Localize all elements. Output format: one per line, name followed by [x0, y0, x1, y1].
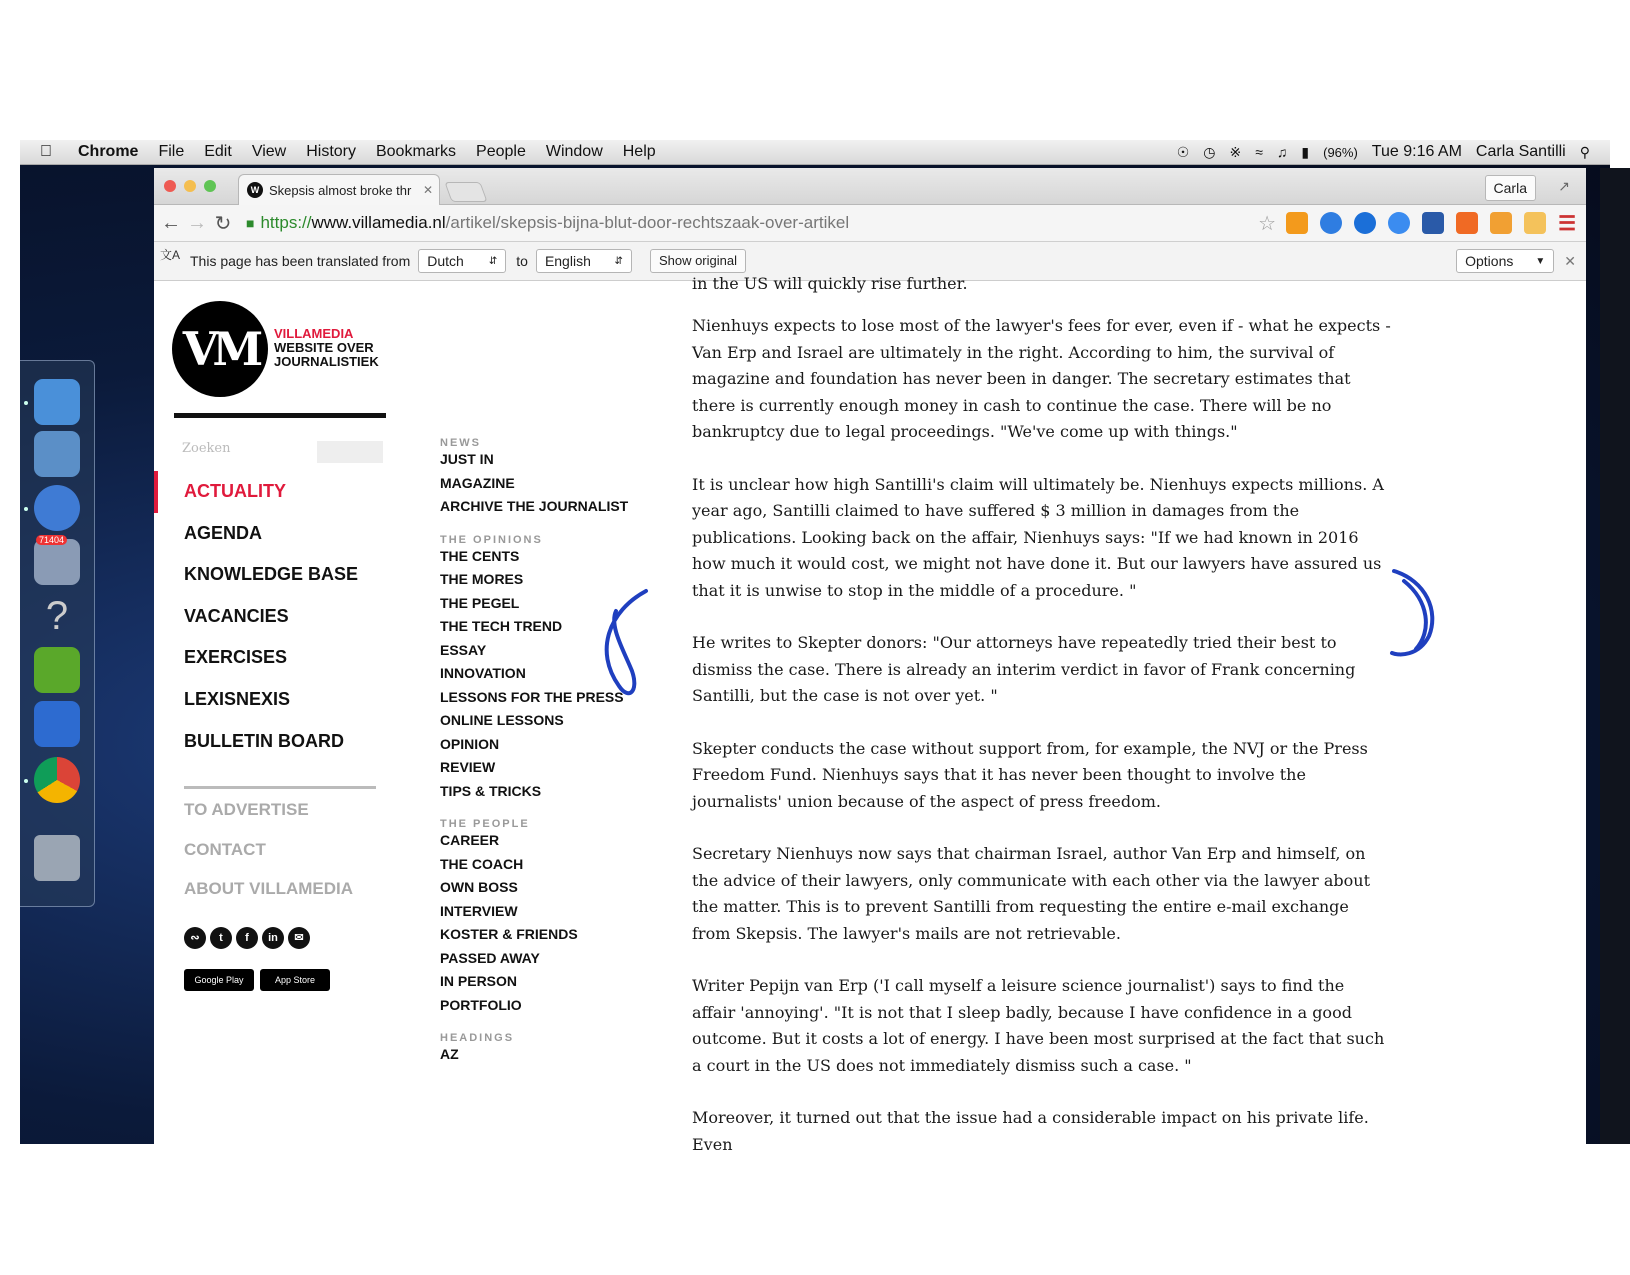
section-link[interactable]: THE TECH TREND — [440, 618, 563, 634]
lock-icon[interactable]: ■ — [246, 215, 255, 231]
nav-actuality[interactable]: ACTUALITY — [184, 481, 286, 501]
screen — [20, 140, 1610, 1154]
tab-title: Skepsis almost broke thr — [269, 182, 412, 198]
section-link[interactable]: ONLINE LESSONS — [440, 712, 564, 728]
translate-message: This page has been translated from — [190, 253, 411, 269]
mail-icon[interactable] — [34, 535, 80, 585]
browser-toolbar — [154, 205, 1586, 242]
dock-running-dot — [24, 401, 28, 405]
nav-bulletin-board[interactable]: BULLETIN BOARD — [184, 730, 344, 751]
article-cutoff-line: in the US will quickly rise further. — [692, 274, 968, 293]
back-icon[interactable]: ← — [161, 211, 181, 234]
battery-icon[interactable]: ▮ — [1301, 143, 1310, 160]
section-link[interactable]: IN PERSON — [440, 973, 518, 989]
extension-icon[interactable] — [1456, 212, 1478, 234]
menu-bookmarks[interactable]: Bookmarks — [375, 143, 457, 160]
article-paragraph: Moreover, it turned out that the issue had a considerable impact on his private life. Even — [692, 1108, 1369, 1154]
forward-icon[interactable]: → — [187, 211, 207, 234]
section-link[interactable]: ESSAY — [440, 641, 487, 658]
finder-icon[interactable] — [34, 379, 80, 425]
section-link[interactable]: AZ — [440, 1046, 459, 1062]
new-tab-button[interactable] — [444, 182, 487, 202]
source-language-value: Dutch — [427, 253, 464, 269]
mac-menu-bar — [20, 140, 1610, 165]
section-link[interactable]: PORTFOLIO — [440, 996, 522, 1013]
section-heading: THE PEOPLE — [440, 818, 530, 830]
twitter-icon[interactable]: t — [210, 927, 232, 949]
url-scheme: https:// — [260, 213, 312, 232]
article-paragraph: He writes to Skepter donors: "Our attorneys have repeatedly tried their best to dismiss the case. There is already an interim verdict in favor of Frank concerning Santilli, but the case is not over yet. " — [692, 633, 1356, 705]
menu-extras — [1177, 143, 1590, 161]
section-heading: THE OPINIONS — [440, 533, 543, 546]
menu-view[interactable]: View — [251, 143, 287, 160]
chrome-window — [154, 168, 1586, 1154]
app-store-badge[interactable]: App Store — [260, 969, 330, 991]
mail-badge: 71404 — [36, 535, 67, 545]
section-link[interactable]: PASSED AWAY — [440, 949, 540, 966]
select-arrows-icon: ⇵ — [614, 255, 623, 267]
options-label: Options — [1465, 253, 1514, 269]
menu-window[interactable]: Window — [545, 143, 603, 160]
spotlight-icon[interactable]: ⚲ — [1579, 143, 1590, 160]
nav-agenda[interactable]: AGENDA — [184, 522, 263, 543]
section-link[interactable]: THE COACH — [440, 855, 524, 872]
select-arrows-icon: ⇵ — [488, 255, 498, 267]
section-link[interactable]: LESSONS FOR THE PRESS — [440, 688, 624, 705]
villamedia-logo[interactable]: VM — [172, 301, 268, 397]
section-link[interactable]: INNOVATION — [440, 665, 526, 681]
menu-people[interactable]: People — [476, 143, 526, 160]
close-translate-bar-icon[interactable]: ✕ — [1564, 252, 1576, 269]
section-link[interactable]: KOSTER & FRIENDS — [440, 926, 578, 942]
handwritten-marks — [154, 281, 1586, 1144]
section-heading: NEWS — [440, 437, 481, 449]
volume-icon[interactable]: ♫ — [1276, 144, 1288, 160]
battery-percent: (96%) — [1323, 144, 1358, 160]
extension-icon[interactable] — [1524, 212, 1546, 234]
extension-icon[interactable] — [1388, 212, 1410, 234]
section-heading: HEADINGS — [440, 1032, 515, 1044]
web-page — [154, 274, 1586, 1154]
to-label: to — [516, 253, 528, 269]
address-bar[interactable] — [246, 210, 1146, 236]
section-link[interactable]: TIPS & TRICKS — [440, 782, 542, 799]
menu-clock[interactable]: Tue 9:16 AM — [1371, 143, 1462, 160]
article-paragraph: Nienhuys expects to lose most of the lawyer's fees for ever, even if - what he expects - Van Erp and Israel are ultimately in the right. According to him, the survival of magazine and foundation has never been in danger. The secretary estimates that there is currently enough money in cash to continue the case. There will be no bankruptcy due to legal proceedings. "We've come up with things." — [692, 316, 1391, 441]
extension-icon[interactable] — [1490, 212, 1512, 234]
menu-edit[interactable]: Edit — [204, 143, 232, 160]
extension-icon[interactable] — [1286, 212, 1308, 234]
google-play-badge[interactable]: Google Play — [184, 969, 254, 991]
tab-strip — [154, 168, 1586, 205]
nav-contact[interactable]: CONTACT — [184, 839, 266, 859]
section-link[interactable]: OWN BOSS — [440, 879, 518, 895]
section-link[interactable]: JUST IN — [440, 451, 494, 467]
tab-active[interactable] — [238, 174, 440, 205]
translate-options-button[interactable] — [1456, 249, 1554, 273]
url-host: www.villamedia.nl — [311, 213, 446, 232]
bookmark-star-icon[interactable]: ☆ — [1258, 212, 1277, 235]
chrome-icon[interactable] — [34, 757, 80, 803]
excel-icon[interactable] — [34, 647, 80, 693]
article-paragraph: Secretary Nienhuys now says that chairman Israel, author Van Erp and himself, on the advice of their lawyers, only communicate with each other via the lawyer about the matter. This is to prevent Santilli from requesting the entire e-mail exchange from Skepsis. The lawyer's mails are not retrievable. — [692, 844, 1371, 943]
wifi-icon[interactable]: ≈ — [1255, 144, 1263, 160]
dock-running-dot — [24, 507, 28, 511]
nav-exercises[interactable]: EXERCISES — [184, 647, 288, 668]
extension-icon[interactable] — [1320, 212, 1342, 234]
reload-icon[interactable]: ↻ — [214, 212, 232, 235]
section-link[interactable]: OPINION — [440, 735, 500, 752]
ink-mark-left — [607, 591, 646, 693]
extension-icon[interactable] — [1422, 212, 1444, 234]
article-paragraph: Skepter conducts the case without support from, for example, the NVJ or the Press Freedom Fund. Nienhuys says that it has never been thought to involve the journalists' union because of the aspect of press freedom. — [692, 738, 1368, 811]
brand-name: VILLAMEDIA — [274, 326, 354, 341]
translate-icon: 文A — [160, 248, 181, 262]
apple-icon[interactable] — [40, 143, 60, 161]
target-language-value: English — [544, 253, 591, 269]
zoom-window-button[interactable] — [204, 180, 216, 192]
menu-history[interactable]: History — [306, 143, 356, 160]
extension-icon[interactable] — [1354, 212, 1376, 234]
show-original-button[interactable]: Show original — [650, 249, 746, 273]
word-icon[interactable] — [34, 701, 80, 747]
ink-mark-right — [1392, 571, 1432, 654]
email-icon[interactable]: ✉ — [288, 927, 310, 949]
article-paragraph: It is unclear how high Santilli's claim will ultimately be. Nienhuys expects millions. A year ago, Santilli claimed to have suffered $ 3 million in damages from the publications. Looking back on the affair, Nienhuys says: "If we had known in 2016 how much it would cost, we might not have done it. But our lawyers have assured us that it is unwise to stop in the middle of a procedure. " — [692, 474, 1384, 600]
safari-icon[interactable] — [34, 485, 80, 531]
target-language-select[interactable] — [536, 249, 632, 273]
section-link[interactable]: INTERVIEW — [440, 902, 518, 919]
section-link[interactable]: ARCHIVE THE JOURNALIST — [440, 498, 629, 514]
facebook-icon[interactable]: f — [236, 927, 258, 949]
system-prefs-icon[interactable] — [34, 431, 80, 477]
article-paragraph: Writer Pepijn van Erp ('I call myself a leisure science journalist') says to find the affair 'annoying'. "It is not that I sleep badly, because I have confidence in a good outcome. But it costs a lot of energy. I have been most surprised at the fact that such a court in the US does not immediately dismiss such a case. " — [692, 976, 1385, 1075]
source-language-select[interactable] — [418, 249, 506, 273]
villamedia-favicon: W — [247, 182, 263, 198]
chevron-down-icon: ▼ — [1535, 255, 1546, 267]
brand-tagline-2: JOURNALISTIEK — [274, 354, 379, 369]
close-window-button[interactable] — [164, 180, 176, 192]
section-link[interactable]: THE CENTS — [440, 547, 520, 564]
linkedin-icon[interactable]: in — [262, 927, 284, 949]
nav-about[interactable]: ABOUT VILLAMEDIA — [184, 879, 354, 898]
section-link[interactable]: CAREER — [440, 832, 500, 848]
dock-running-dot — [24, 779, 28, 783]
nav-to-advertise[interactable]: TO ADVERTISE — [184, 800, 309, 819]
status-icon[interactable]: ☉ — [1176, 143, 1190, 160]
url-path: /artikel/skepsis-bijna-blut-door-rechtszaak-over-artikel — [445, 213, 850, 232]
trash-icon[interactable] — [34, 835, 80, 881]
section-link[interactable]: MAGAZINE — [440, 474, 515, 491]
menu-help[interactable]: Help — [622, 143, 656, 160]
section-link[interactable]: REVIEW — [440, 759, 496, 775]
minimize-window-button[interactable] — [184, 180, 196, 192]
profile-button[interactable]: Carla — [1485, 175, 1536, 201]
section-link[interactable]: THE PEGEL — [440, 594, 520, 611]
background-window-edge — [1600, 168, 1630, 1144]
fullscreen-icon[interactable]: ↗ — [1558, 178, 1570, 194]
rss-icon[interactable]: ∾ — [184, 927, 206, 949]
bluetooth-icon[interactable]: ※ — [1229, 143, 1242, 160]
nav-vacancies[interactable]: VACANCIES — [184, 605, 289, 626]
menu-file[interactable]: File — [158, 143, 185, 160]
menu-user[interactable]: Carla Santilli — [1475, 143, 1566, 160]
menu-app-name[interactable]: Chrome — [78, 143, 139, 160]
nav-knowledge-base[interactable]: KNOWLEDGE BASE — [184, 564, 359, 585]
brand-tagline-1: WEBSITE OVER — [274, 340, 374, 355]
close-tab-icon[interactable]: ✕ — [423, 183, 434, 197]
help-icon[interactable]: ? — [45, 594, 69, 638]
dock — [20, 360, 95, 907]
section-link[interactable]: THE MORES — [440, 571, 524, 587]
time-machine-icon[interactable]: ◷ — [1203, 143, 1216, 160]
search-placeholder: Zoeken — [182, 441, 231, 456]
chrome-menu-icon[interactable]: ☰ — [1558, 212, 1576, 235]
nav-lexisnexis[interactable]: LEXISNEXIS — [184, 688, 291, 709]
